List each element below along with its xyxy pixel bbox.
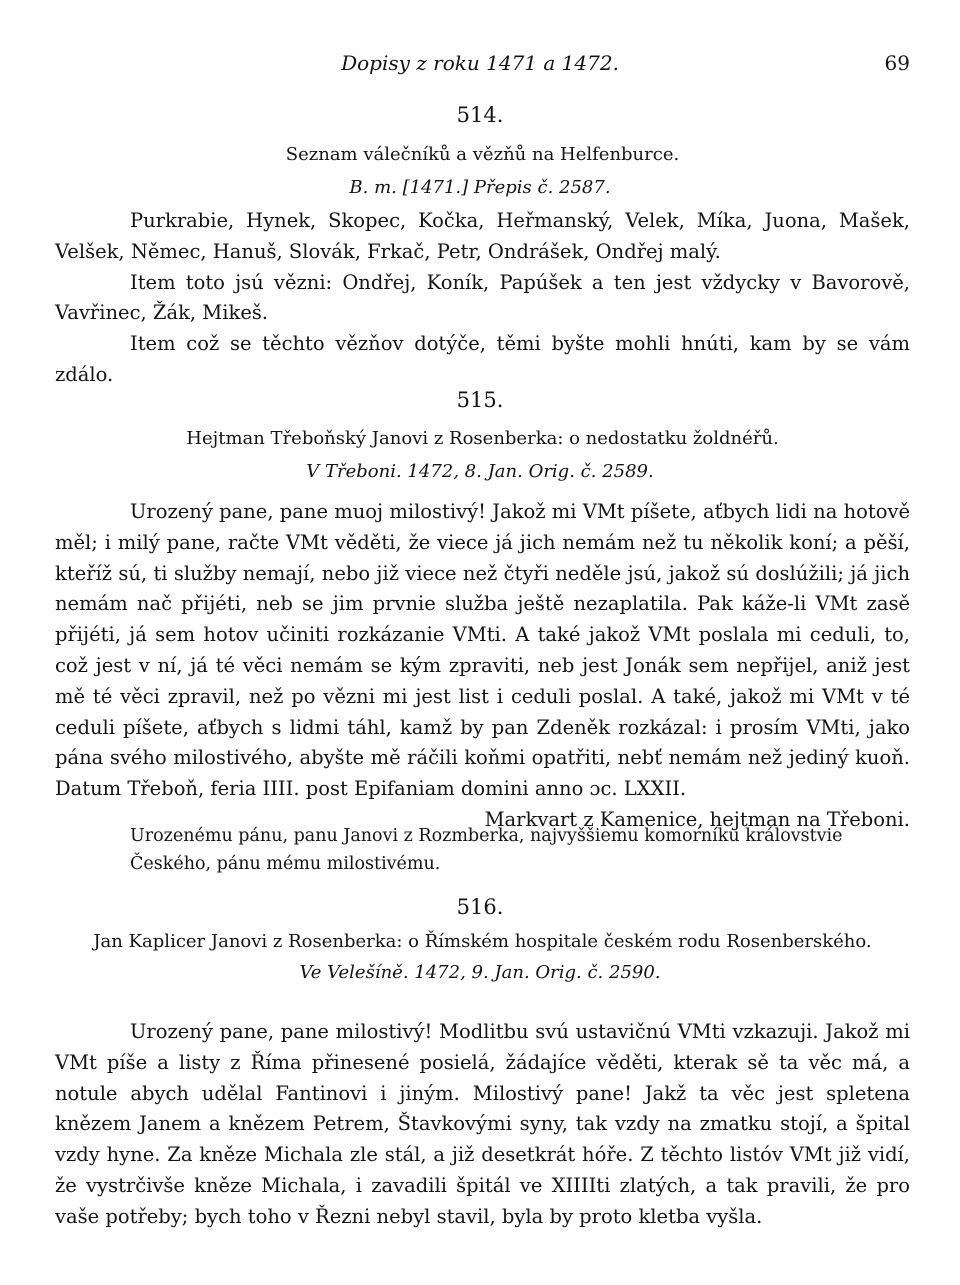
paragraph: Urozený pane, pane muoj milostivý! Jakož mi VMt píšete, aťbych lidi na hotově měl; i milý pane, račte VMt věděti, že viece já jich nemám než tu několik koní; a pěší, kteříž sú, ti služby nemají, nebo již viece než čtyři neděle jsú, jakož sú doslúžili; já jich nemám nač přijéti, neb se jim prvnie služba ještě nezaplatila. Pak káže-li VMt zasě přijéti, já sem hotov učiniti rozkázanie VMti. A také jakož VMt poslala mi ceduli, to, což jest v ní, já té věci nemám se kým zpraviti, neb jest Jonák sem nepřijel, aniž jest mě té věci zpravil, než po vězni mi jest list i ceduli poslal. A také, jakož mi VMt v té ceduli píšete, aťbych s lidmi táhl, kamž by pan Zdeněk rozkázal: i prosím VMti, jako pána svého milostivého, abyšte mě ráčili koňmi opatřiti, nebť nemám než jediný kuoň. Datum Třeboň, feria IIII. post Epifaniam domini anno ɔc. LXXII. Markvart z Kamenice, hejtman na Třeboni. bbox=[55, 497, 910, 805]
paragraph: Item což se těchto vězňov dotýče, těmi byšte mohli hnúti, kam by se vám zdálo. bbox=[55, 332, 910, 386]
entry-number: 514. bbox=[456, 103, 504, 127]
entry-title: Seznam válečníků a vězňů na Helfenburce. bbox=[285, 144, 680, 165]
entry-title: Hejtman Třeboňský Janovi z Rosenberka: o nedostatku žoldnéřů. bbox=[186, 428, 779, 449]
entry-title: Jan Kaplicer Janovi z Rosenberka: o Římském hospitale českém rodu Rosenberského. bbox=[93, 931, 872, 952]
running-header: Dopisy z roku 1471 a 1472. bbox=[341, 51, 619, 75]
entry-source: Ve Velešíně. 1472, 9. Jan. Orig. č. 2590. bbox=[299, 962, 661, 983]
page-number: 69 bbox=[884, 51, 910, 75]
entry-body bbox=[55, 206, 910, 391]
entry-body bbox=[55, 1017, 910, 1233]
paragraph: Urozený pane, pane milostivý! Modlitbu svú ustavičnú VMti vzkazuji. Jakož mi VMt píše a listy z Říma přinesené posielá, žádajíce věděti, kterak sě ta věc má, a notule abych udělal Fantinovi i jiným. Milostivý pane! Jakž ta věc jest spletena knězem Janem a knězem Petrem, Štavkovými syny, tak vzdy na zmatku stojí, a špital vzdy hyne. Za kněze Michala zle stál, a již desetkrát hóře. Z těchto listóv VMt již vidí, že vystrčivše kněze Michala, i zavadili špitál ve XIIIIti zlatých, a tak pravili, že pro vaše potřeby; bych toho v Řezni nebyl stavil, byla by proto kletba vyšla. bbox=[55, 1020, 910, 1228]
entry-number: 516. bbox=[456, 895, 504, 919]
entry-source: V Třeboni. 1472, 8. Jan. Orig. č. 2589. bbox=[306, 461, 654, 482]
letter-address: Urozenému pánu, panu Janovi z Rozmberka, najvyššiemu komorníku královstvie Českého, pánu mému milostivému. bbox=[130, 826, 843, 874]
paragraph: Item toto jsú vězni: Ondřej, Koník, Papúšek a ten jest vždycky v Bavorově, Vavřinec, Žák, Mikeš. bbox=[55, 270, 910, 325]
signature: Markvart z Kamenice, hejtman na Třeboni. bbox=[484, 807, 910, 831]
entry-number: 515. bbox=[456, 388, 504, 412]
entry-source: B. m. [1471.] Přepis č. 2587. bbox=[349, 177, 611, 198]
entry-body bbox=[55, 497, 910, 836]
paragraph: Purkrabie, Hynek, Skopec, Kočka, Heřmanský, Velek, Míka, Juona, Mašek, Velšek, Němec, Hanuš, Slovák, Frkač, Petr, Ondrášek, Ondřej malý. bbox=[55, 209, 910, 263]
